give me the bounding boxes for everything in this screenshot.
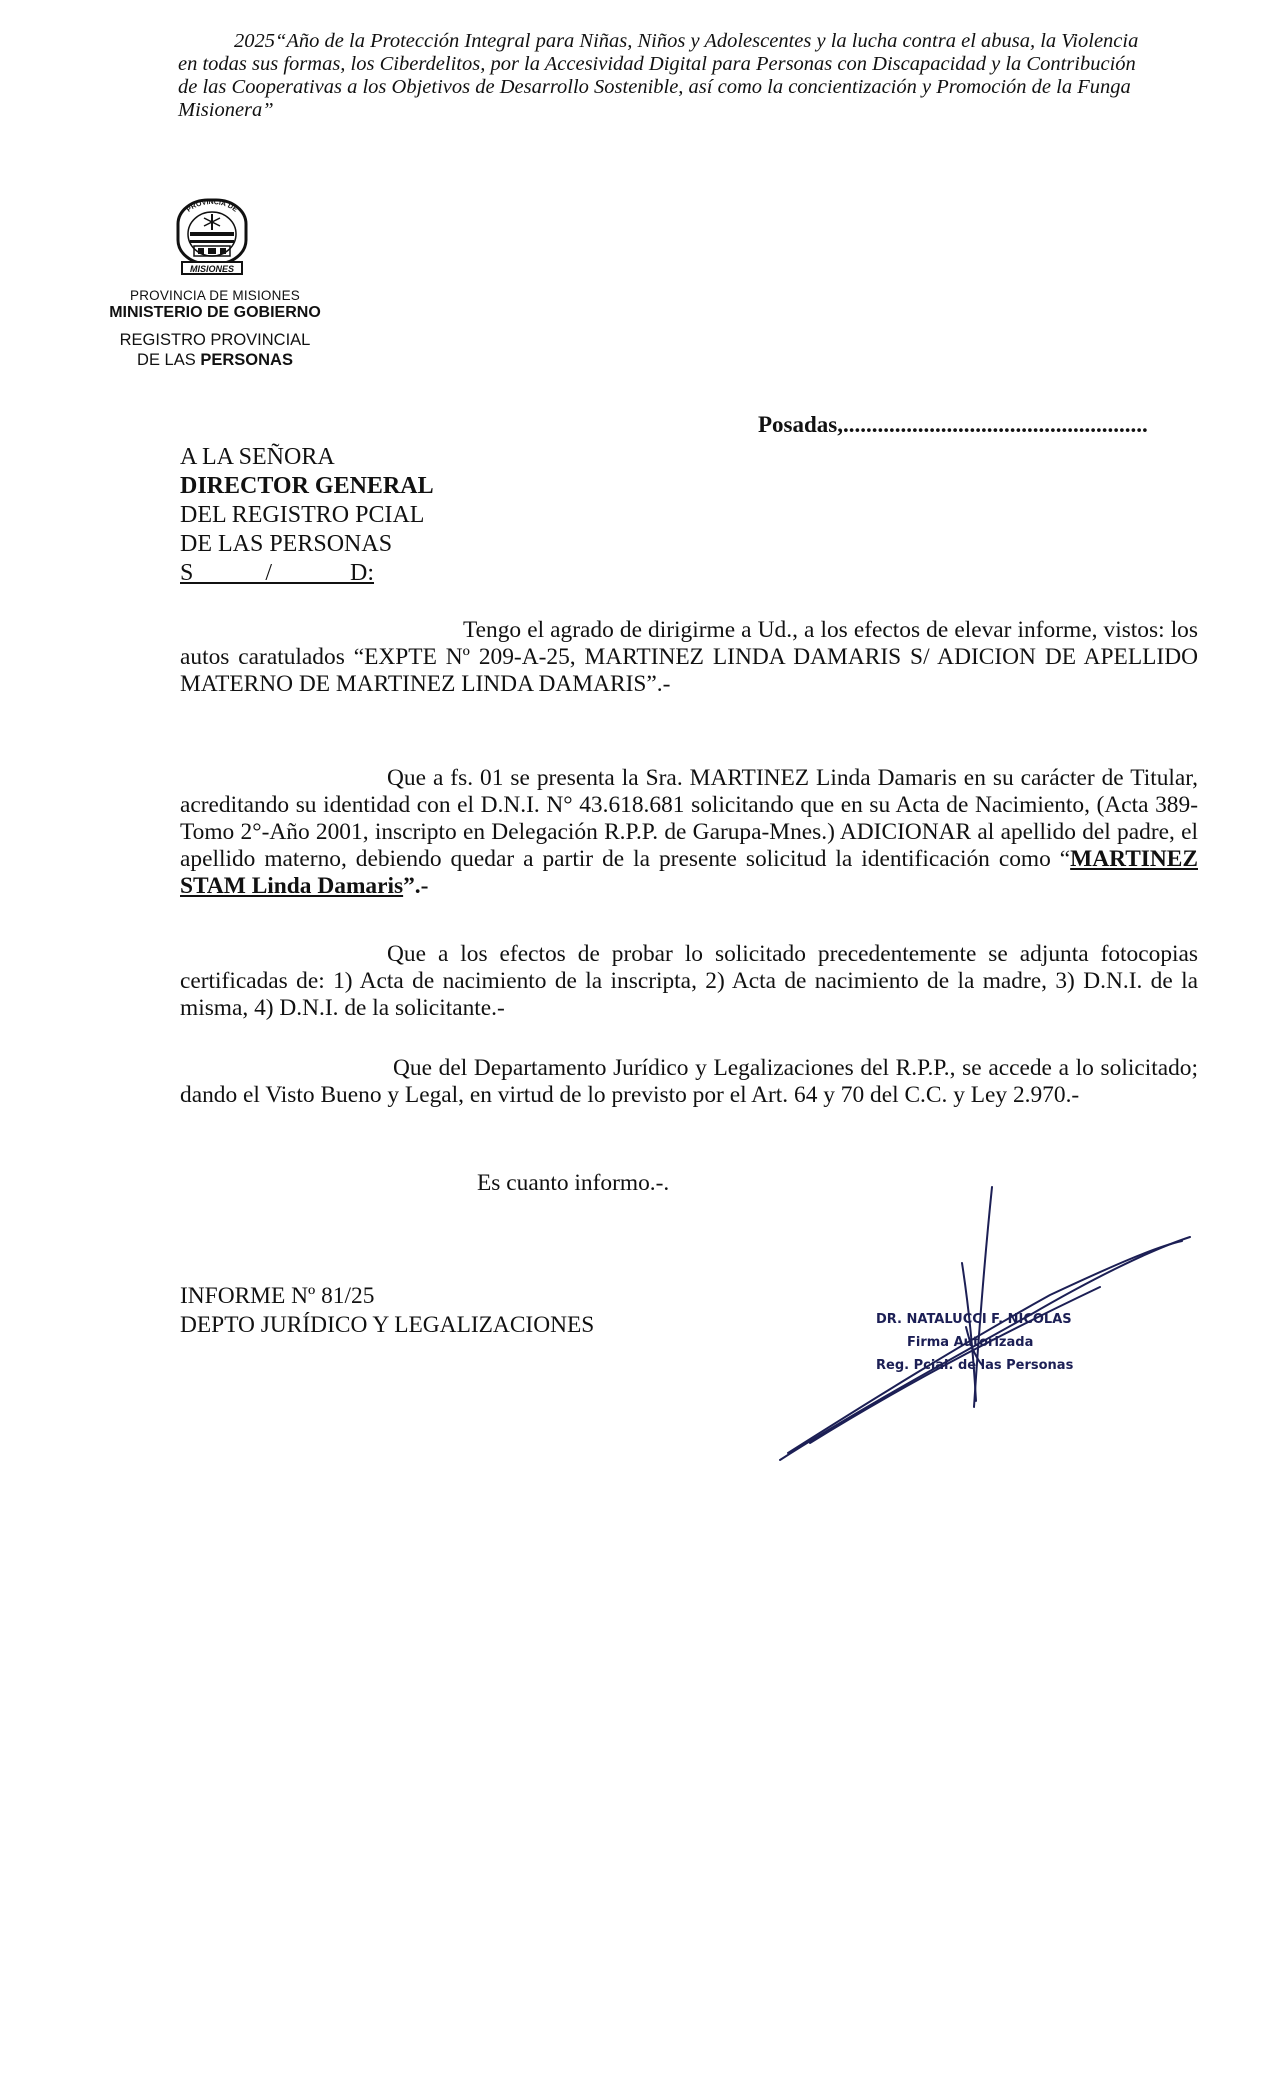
place-date-line: Posadas,..................................................... [758, 412, 1148, 437]
stamp-name: DR. NATALUCCI F. NICOLAS [876, 1312, 1072, 1327]
org-province: PROVINCIA DE MISIONES [130, 288, 300, 303]
addressee-line: DE LAS PERSONAS [180, 531, 393, 557]
paragraph-request-end: ”.- [403, 873, 429, 899]
addressee-sd: S / D: [180, 560, 375, 586]
paragraph-intro-text: Tengo el agrado de dirigirme a Ud., a los efectos de elevar informe, vistos: los autos caratulados “EXPTE Nº 209-A-25, MARTINEZ LINDA DAMARIS S/ ADICION DE APELLIDO MATERNO DE MARTINEZ LINDA DAMARIS”.- [180, 617, 1198, 697]
report-department: DEPTO JURÍDICO Y LEGALIZACIONES [180, 1312, 595, 1338]
paragraph-approval [180, 1055, 1198, 1109]
addressee-line: A LA SEÑORA [180, 444, 335, 470]
provincial-seal-icon [168, 196, 256, 282]
seal-bottom-text: MISIONES [189, 264, 235, 274]
paragraph-documents-text: Que a los efectos de probar lo solicitado precedentemente se adjunta fotocopias certificadas de: 1) Acta de nacimiento de la inscripta, 2) Acta de nacimiento de la madre, 3) D.N.I. de la misma, 4) D.N.I. de la solicitante.- [180, 941, 1198, 1021]
motto-line: en todas sus formas, los Ciberdelitos, por la Accesividad Digital para Personas con Discapacidad y la Contribución [178, 53, 1136, 75]
paragraph-documents [180, 941, 1198, 1022]
header-motto [178, 30, 1178, 122]
signature-stamp [770, 1175, 1200, 1475]
report-block [180, 1282, 594, 1340]
stamp-authorized: Firma Autorizada [907, 1335, 1034, 1350]
addressee-line: DEL REGISTRO PCIAL [180, 502, 425, 528]
addressee-title: DIRECTOR GENERAL [180, 473, 434, 499]
closing-line: Es cuanto informo.-. [477, 1170, 670, 1196]
organization-block [100, 288, 330, 370]
motto-line: de las Cooperativas a los Objetivos de Desarrollo Sostenible, así como la concientización y Promoción de la Funga [178, 76, 1131, 98]
motto-line: 2025“Año de la Protección Integral para Niñas, Niños y Adolescentes y la lucha contra el abusa, la Violencia [234, 30, 1139, 52]
org-registry: REGISTRO PROVINCIAL [119, 331, 311, 349]
org-ministry: MINISTERIO DE GOBIERNO [109, 304, 321, 321]
org-registry-prefix: DE LAS [137, 351, 196, 369]
report-number: INFORME Nº 81/25 [180, 1283, 375, 1309]
org-registry-persons-bold: PERSONAS [200, 351, 293, 369]
paragraph-request-text: Que a fs. 01 se presenta la Sra. MARTINEZ Linda Damaris en su carácter de Titular, acreditando su identidad con el D.N.I. N° 43.618.681 solicitando que en su Acta de Nacimiento, (Acta 389-Tomo 2°-Año 2001, inscripto en Delegación R.P.P. de Garupa-Mnes.) ADICIONAR al apellido del padre, el apellido materno, debiendo quedar a partir de la presente solicitud la identificación como “ [180, 765, 1198, 872]
paragraph-request [180, 765, 1198, 900]
seal-top-text: PROVINCIA DE [185, 198, 239, 214]
addressee-block [180, 443, 448, 588]
org-registry-persons [100, 350, 330, 370]
motto-line: Misionera” [178, 99, 274, 121]
paragraph-intro [180, 617, 1198, 698]
paragraph-approval-text: Que del Departamento Jurídico y Legalizaciones del R.P.P., se accede a lo solicitado; dando el Visto Bueno y Legal, en virtud de lo previsto por el Art. 64 y 70 del C.C. y Ley 2.970.- [180, 1055, 1198, 1108]
new-identity-name: MARTINEZ STAM Linda Damaris [180, 846, 1198, 899]
stamp-registry: Reg. Pcial. de las Personas [876, 1358, 1074, 1373]
